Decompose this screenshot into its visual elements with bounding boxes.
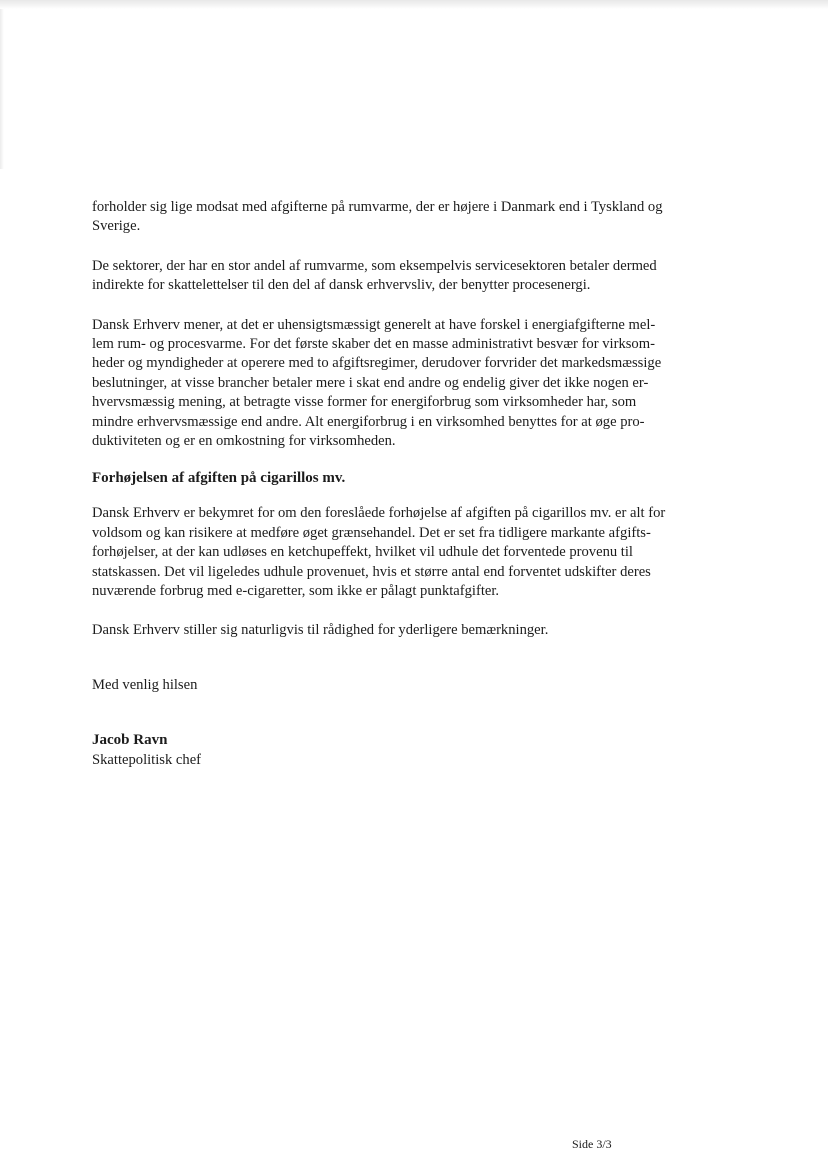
paragraph-heating-comparison: forholder sig lige modsat med afgifterne på rumvarme, der er højere i Danmark end i Tyskland og Sverige. (92, 199, 663, 235)
section-heading: Forhøjelsen af afgiften på cigarillos mv. (92, 470, 346, 487)
page-number: Side 3/3 (572, 1137, 612, 1151)
paragraph-dansk-erhverv-opinion: Dansk Erhverv mener, at det er uhensigtsmæssigt generelt at have forskel i energiafgifterne mel- lem rum- og procesvarme. For det første skaber det en masse administrativt besvær for virksom- heder og myndigheder at operere med to afgiftsregimer, derudover forvrider det markedsmæssige beslutninger, at visse brancher betaler mere i skat end andre og endelig giver det ikke nogen er- hvervsmæssig mening, at betragte visse former for energiforbrug som virksomheder har, som mindre erhvervsmæssige end andre. Alt energiforbrug i en virksomhed benyttes for at øge pro- duktiviteten og er en omkostning for virksomheden. (92, 316, 662, 450)
scan-left-shadow (0, 9, 4, 169)
paragraph-cigarillo-concern: Dansk Erhverv er bekymret for om den foreslåede forhøjelse af afgiften på cigarillos mv. er alt for voldsom og kan risikere at medføre øget grænsehandel. Det er set fra tidligere markante afgifts- forhøjelser, at der kan udløses en ketchupeffekt, hvilket vil udhule det forventede provenu til statskassen. Det vil ligeledes udhule provenuet, hvis et større antal end forventet udskifter deres nuværende forbrug med e-cigaretter, som ikke er pålagt punktafgifter. (92, 505, 666, 600)
signer-title: Skattepolitisk chef (92, 751, 202, 768)
closing-greeting: Med venlig hilsen (92, 676, 198, 693)
paragraph-availability: Dansk Erhverv stiller sig naturligvis til rådighed for yderligere bemærkninger. (92, 621, 549, 638)
scan-top-edge (0, 0, 828, 9)
paragraph-sector-impact: De sektorer, der har en stor andel af rumvarme, som eksempelvis servicesektoren betaler dermed indirekte for skattelettelser til den del af dansk erhvervsliv, der benytter procesenergi. (92, 257, 657, 294)
signer-name: Jacob Ravn (92, 732, 168, 749)
letter-body (92, 198, 732, 770)
